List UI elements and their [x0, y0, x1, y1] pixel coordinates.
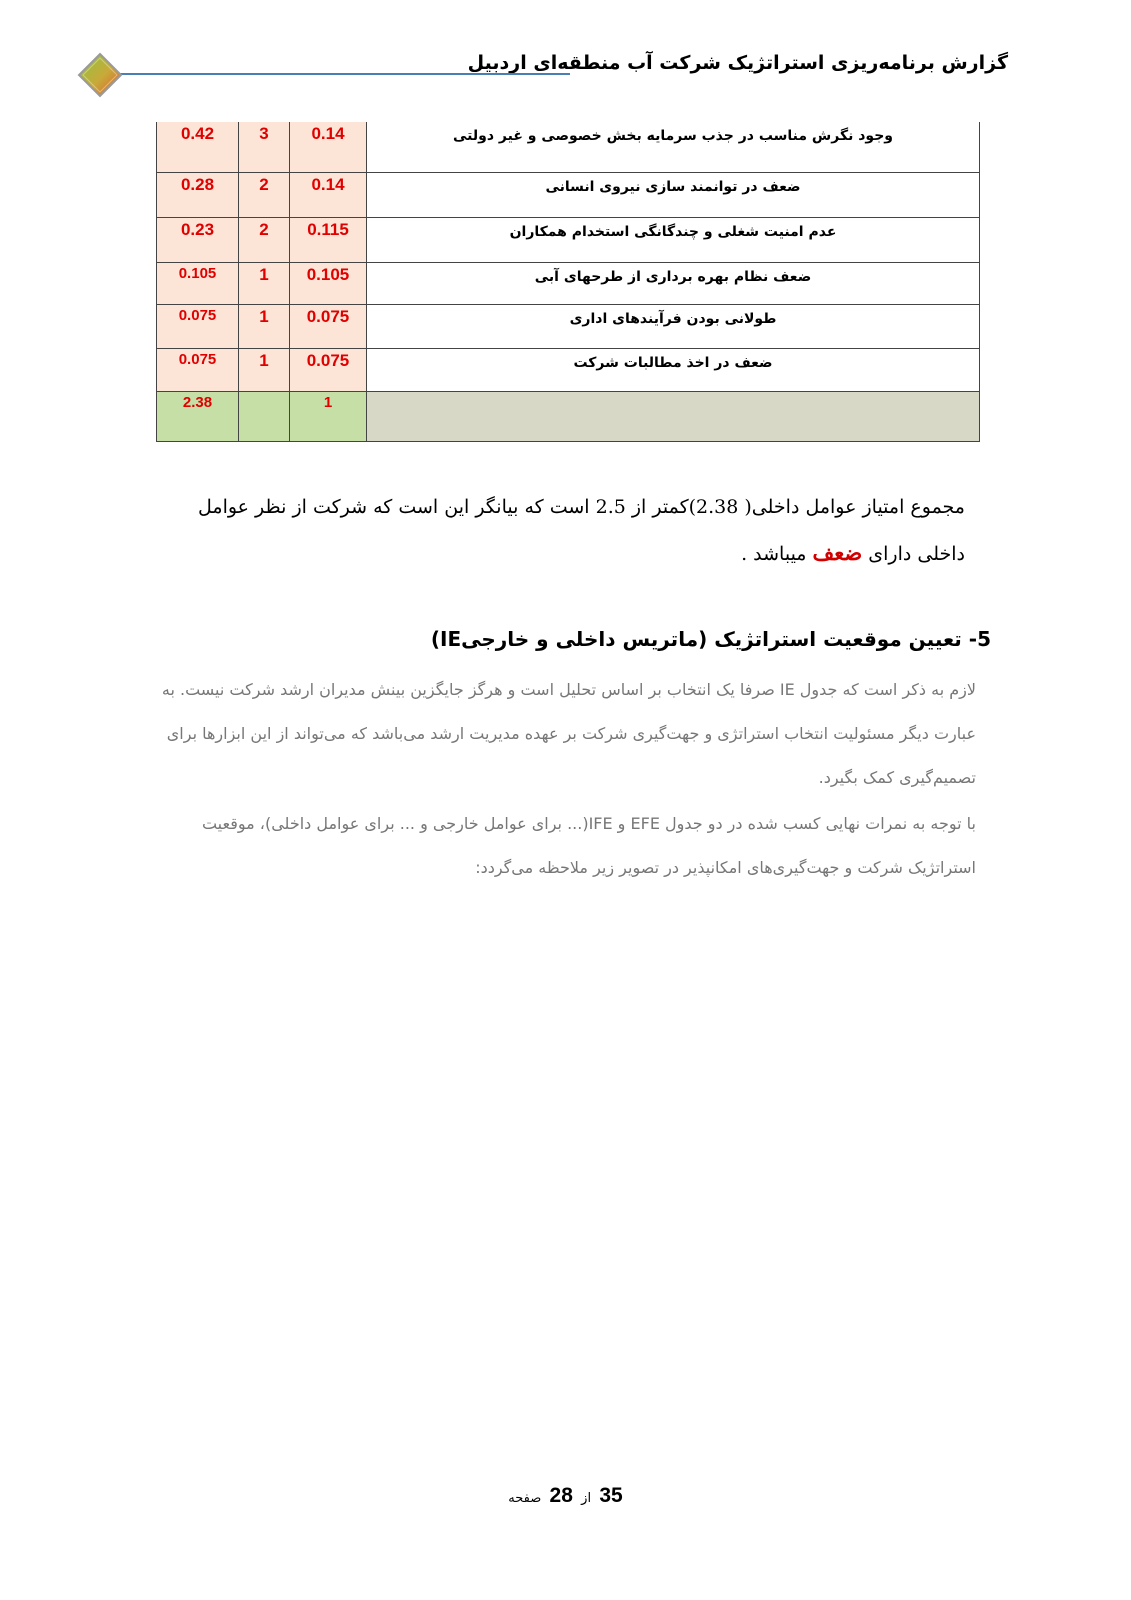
total-score-cell: 2.38	[157, 392, 239, 442]
total-weight-cell: 1	[290, 392, 367, 442]
score-cell: 0.23	[157, 217, 239, 262]
weight-cell: 0.14	[290, 122, 367, 173]
page-footer	[0, 1484, 1131, 1508]
header-title: گزارش برنامه‌ریزی استراتژیک شرکت آب منطقه‌ای اردبیل	[467, 52, 1008, 74]
factor-label: وجود نگرش مناسب در جذب سرمایه بخش خصوصی و غیر دولتی	[453, 128, 893, 144]
table-row	[157, 173, 980, 217]
factor-cell	[367, 173, 980, 217]
score-cell: 0.28	[157, 173, 239, 217]
weight-cell: 0.075	[290, 305, 367, 348]
summary-highlight: ضعف	[812, 540, 863, 565]
rating-cell: 2	[239, 217, 290, 262]
score-cell: 0.105	[157, 263, 239, 305]
table-total-row	[157, 392, 980, 442]
rating-cell: 2	[239, 173, 290, 217]
total-pages-number: 28	[549, 1484, 573, 1507]
header-divider	[118, 73, 570, 75]
weight-cell: 0.075	[290, 348, 367, 391]
of-label: از	[581, 1491, 592, 1506]
summary-text-end: میباشد .	[741, 543, 807, 565]
page-label: صفحه	[508, 1491, 542, 1506]
section-title: 5- تعیین موقعیت استراتژیک (ماتریس داخلی و خارجیIE)	[430, 627, 991, 651]
internal-factors-table	[156, 122, 980, 442]
score-cell: 0.42	[157, 122, 239, 173]
table-row	[157, 122, 980, 173]
weight-cell: 0.14	[290, 173, 367, 217]
summary-paragraph	[150, 484, 965, 577]
body-paragraph-1: لازم به ذکر است که جدول IE صرفا یک انتخاب بر اساس تحلیل است و هرگز جایگزین بینش مدیران ارشد شرکت نیست. به عبارت دیگر مسئولیت انتخاب استراتژی و جهت‌گیری شرکت بر عهده مدیریت ارشد می‌باشد که می‌تواند از این ابزارها برای تصمیم‌گیری کمک بگیرد.	[161, 680, 976, 787]
factor-cell	[367, 263, 980, 305]
summary-text: مجموع امتیاز عوامل داخلی( 2.38)کمتر از 2.5 است که بیانگر این است که شرکت از نظر عوامل داخلی دارای	[198, 496, 965, 565]
table-row	[157, 305, 980, 348]
score-cell: 0.075	[157, 305, 239, 348]
rating-cell: 3	[239, 122, 290, 173]
weight-cell: 0.105	[290, 263, 367, 305]
factor-cell	[367, 217, 980, 262]
body-paragraph-2: با توجه به نمرات نهایی کسب شده در دو جدول EFE و IFE(... برای عوامل خارجی و ... برای عوامل داخلی)، موقعیت استراتژیک شرکت و جهت‌گیری‌های امکانپذیر در تصویر زیر ملاحظه می‌گردد:	[201, 814, 976, 877]
factor-label: ضعف در اخذ مطالبات شرکت	[573, 354, 773, 371]
score-cell: 0.075	[157, 348, 239, 391]
factor-cell	[367, 305, 980, 348]
factor-label: ضعف در توانمند سازی نیروی انسانی	[545, 179, 801, 196]
total-factor-cell	[367, 392, 980, 442]
factor-label: عدم امنیت شغلی و چندگانگی استخدام همکاران	[509, 223, 837, 240]
current-page-number: 35	[599, 1484, 623, 1507]
factor-label: طولانی بودن فرآیندهای اداری	[569, 311, 777, 328]
total-rating-cell	[239, 392, 290, 442]
rating-cell: 1	[239, 263, 290, 305]
factor-label: ضعف نظام بهره برداری از طرحهای آبی	[534, 269, 812, 286]
diamond-logo-icon	[77, 52, 123, 98]
weight-cell: 0.115	[290, 217, 367, 262]
factor-cell	[367, 348, 980, 391]
rating-cell: 1	[239, 348, 290, 391]
table-row	[157, 217, 980, 262]
table-row	[157, 348, 980, 391]
rating-cell: 1	[239, 305, 290, 348]
table-row	[157, 263, 980, 305]
factor-cell	[367, 122, 980, 173]
